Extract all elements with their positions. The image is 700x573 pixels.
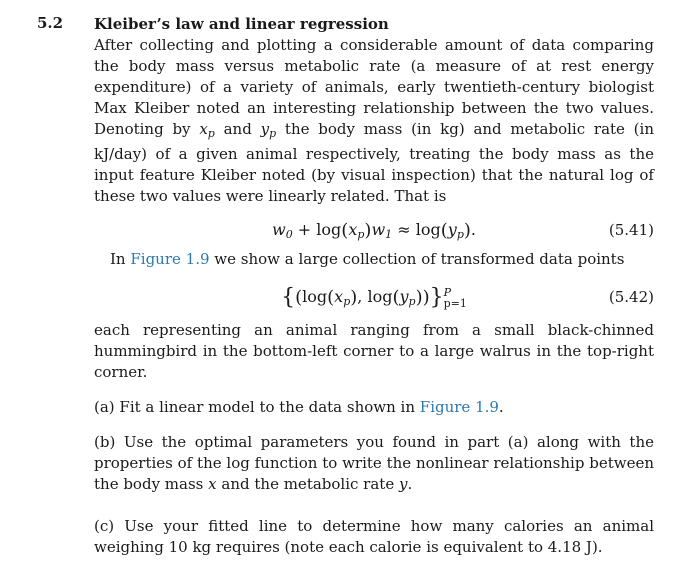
symbol-xp: $x_p$ — [199, 120, 215, 140]
figure-intro-paragraph: In Figure 1.9 we show a large collection of transformed data points — [110, 250, 625, 268]
equation-number-5-42: (5.42) — [608, 288, 654, 306]
symbol-yp: $y_p$ — [260, 120, 277, 140]
section-number: 5.2 — [37, 14, 64, 32]
part-c: (c) Use your fitted line to determine how many calories an animal weighing 10 kg requires (note each calorie is equivalent to 4.18 J). — [94, 517, 654, 556]
data-points-paragraph: each representing an animal ranging from a small black-chinned hummingbird in the bottom-left corner to a large walrus in the top-right corner. — [94, 321, 654, 381]
equation-number-5-41: (5.41) — [608, 221, 654, 239]
part-a: (a) Fit a linear model to the data shown in Figure 1.9. — [94, 398, 504, 416]
figure-1-9-link[interactable]: Figure 1.9 — [130, 250, 210, 268]
section-title: Kleiber’s law and linear regression — [94, 15, 389, 33]
intro-paragraph: After collecting and plotting a considerable amount of data comparing the body mass versus metabolic rate (a measure of at rest energy expenditure) of a variety of animals, early twentieth-century biologist Max Kleiber noted an interesting relationship between the two values. Denoting by $x_p$ and $y_p$ the body mass (in kg) and metabolic rate (in kJ/day) of a given animal respectively, treating the body mass as the input feature Kleiber noted (by visual inspection) that the natural log of these two values were linearly related. That is — [94, 36, 654, 205]
equation-5-42: {($\log(x_p)$, $\log(y_p)$)} P p=1 (5.42) — [94, 278, 654, 316]
equation-5-41: $w_0 + \log(x_p)w_1 \approx \log(y_p)$. (5.41) — [94, 213, 654, 247]
section-content — [94, 14, 654, 558]
figure-1-9-link-part-a[interactable]: Figure 1.9 — [419, 398, 499, 416]
part-b: (b) Use the optimal parameters you found in part (a) along with the properties of the log function to write the nonlinear relationship between the body mass x and the metabolic rate y. — [94, 433, 654, 493]
